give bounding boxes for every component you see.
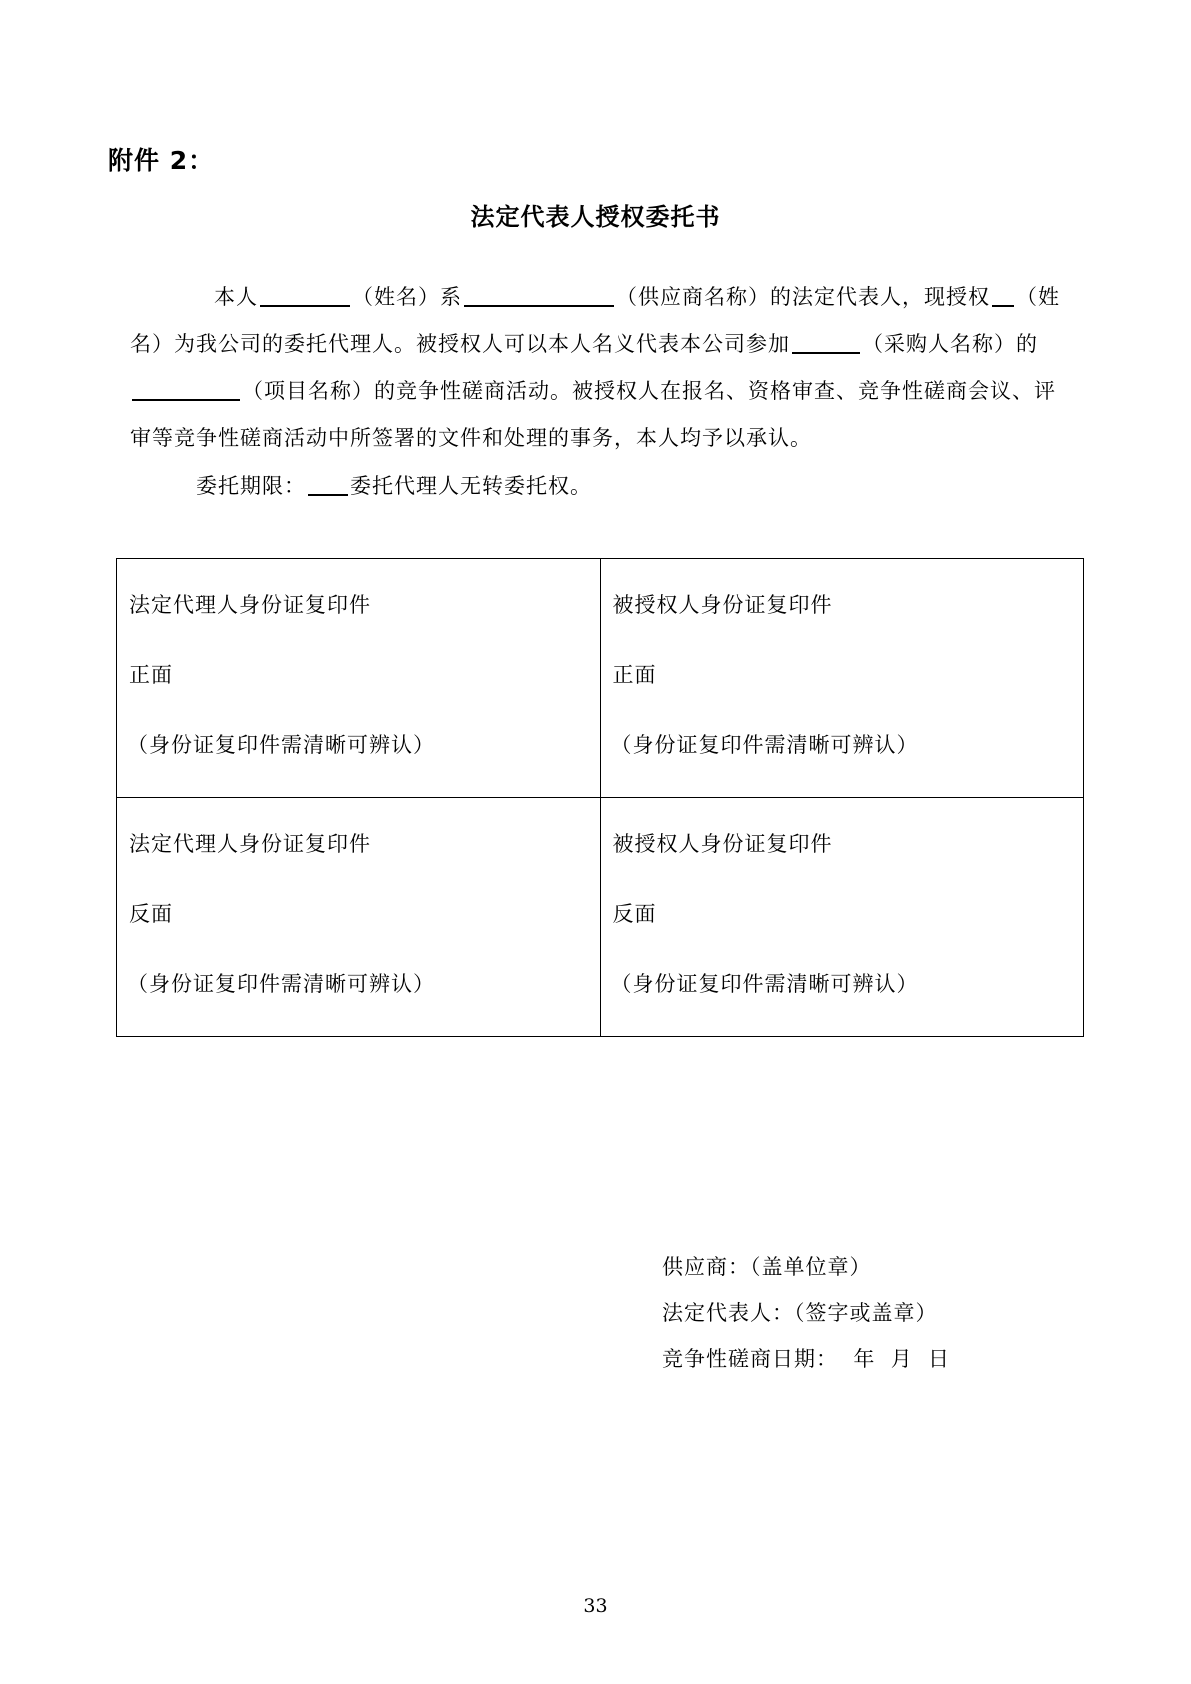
paragraph-text: （姓名）系 — [352, 285, 462, 309]
term-label: 委托期限： — [196, 474, 306, 498]
paragraph-text: （姓名）为我公司的委托代理人。被授权人可以本人名义代表本公司参加 — [130, 285, 1060, 356]
page-number: 33 — [583, 1595, 608, 1617]
supplier-seal-line: 供应商：（盖单位章） — [662, 1255, 872, 1279]
cell-note: （身份证复印件需清晰可辨认） — [127, 972, 435, 996]
cell-note: （身份证复印件需清晰可辨认） — [610, 733, 919, 757]
cell-side: 正面 — [129, 663, 173, 687]
project-name-blank — [132, 377, 240, 401]
cell-title: 法定代理人身份证复印件 — [129, 593, 371, 617]
id-copy-cell — [117, 559, 601, 798]
table-row — [117, 798, 1084, 1037]
paragraph-text: 本人 — [214, 285, 258, 309]
paragraph-text: （采购人名称）的 — [862, 332, 1038, 356]
cell-note: （身份证复印件需清晰可辨认） — [610, 972, 919, 996]
date-line: 竞争性磋商日期： 年 月 日 — [662, 1347, 951, 1371]
id-copy-cell — [600, 559, 1084, 798]
paragraph-text: （供应商名称）的法定代表人，现授权 — [616, 285, 990, 309]
term-text: 委托代理人无转委托权。 — [350, 474, 592, 498]
table-row — [117, 559, 1084, 798]
cell-title: 法定代理人身份证复印件 — [129, 832, 371, 856]
paragraph-indent — [130, 285, 214, 309]
cell-note: （身份证复印件需清晰可辨认） — [127, 733, 435, 757]
id-copy-cell — [117, 798, 601, 1037]
name-blank — [260, 283, 350, 307]
term-blank — [308, 472, 348, 496]
cell-title: 被授权人身份证复印件 — [612, 593, 833, 617]
authorized-name-blank — [992, 283, 1014, 307]
attachment-label: 附件 2： — [108, 146, 215, 175]
document-title: 法定代表人授权委托书 — [470, 203, 721, 231]
signature-block — [662, 1244, 950, 1382]
paragraph-text: （项目名称）的竞争性磋商活动。被授权人在报名、资格审查、竞争性磋商会议、评审等竞争性磋商活动中所签署的文件和处理的事务，本人均予以承认。 — [130, 379, 1056, 450]
supplier-name-blank — [464, 283, 614, 307]
purchaser-name-blank — [792, 330, 860, 354]
term-paragraph — [196, 463, 1056, 510]
authorization-paragraph — [130, 274, 1060, 462]
cell-title: 被授权人身份证复印件 — [612, 832, 833, 856]
id-copy-table — [116, 558, 1084, 1037]
legal-rep-signature-line: 法定代表人：（签字或盖章） — [662, 1301, 938, 1325]
id-copy-cell — [600, 798, 1084, 1037]
cell-side: 正面 — [612, 663, 657, 687]
cell-side: 反面 — [612, 902, 657, 926]
cell-side: 反面 — [129, 902, 173, 926]
